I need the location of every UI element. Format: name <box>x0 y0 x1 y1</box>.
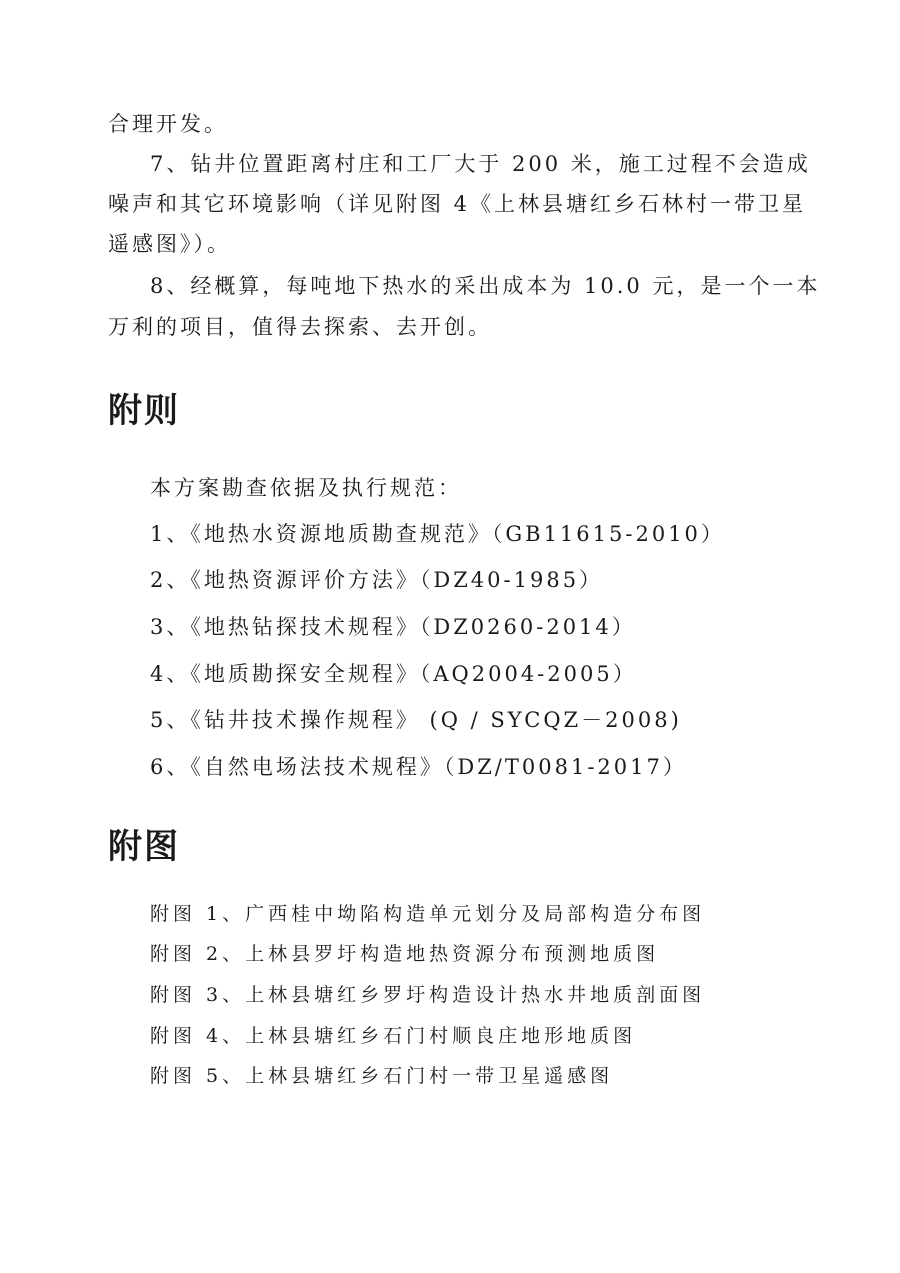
figure-item-3: 附图 3、上林县塘红乡罗圩构造设计热水井地质剖面图 <box>150 984 706 1006</box>
item-7-line-1: 7、钻井位置距离村庄和工厂大于 200 米，施工过程不会造成 <box>150 152 811 176</box>
figure-item-5: 附图 5、上林县塘红乡石门村一带卫星遥感图 <box>150 1065 614 1087</box>
section-heading-rules: 附则 <box>108 391 180 431</box>
item-8-line-1: 8、经概算，每吨地下热水的采出成本为 10.0 元，是一个一本 <box>150 274 821 298</box>
rules-item-4: 4、《地质勘探安全规程》（AQ2004-2005） <box>150 662 637 686</box>
figure-item-4: 附图 4、上林县塘红乡石门村顺良庄地形地质图 <box>150 1025 637 1047</box>
figure-item-2: 附图 2、上林县罗圩构造地热资源分布预测地质图 <box>150 943 660 965</box>
figure-item-1: 附图 1、广西桂中坳陷构造单元划分及局部构造分布图 <box>150 903 706 925</box>
section-heading-figures: 附图 <box>108 827 180 867</box>
paragraph-tail: 合理开发。 <box>108 112 228 136</box>
item-7-line-2: 噪声和其它环境影响（详见附图 4《上林县塘红乡石林村一带卫星 <box>108 192 807 216</box>
rules-intro: 本方案勘查依据及执行规范： <box>150 476 462 500</box>
item-7-line-3: 遥感图》）。 <box>108 232 231 256</box>
rules-item-6: 6、《自然电场法技术规程》（DZ/T0081-2017） <box>150 755 687 779</box>
rules-item-5: 5、《钻井技术操作规程》 (Q / SYCQZ－2008) <box>150 708 682 732</box>
rules-item-3: 3、《地热钻探技术规程》（DZ0260-2014） <box>150 615 636 639</box>
rules-item-1: 1、《地热水资源地质勘查规范》（GB11615-2010） <box>150 522 725 546</box>
rules-item-2: 2、《地热资源评价方法》（DZ40-1985） <box>150 568 604 592</box>
item-8-line-2: 万利的项目，值得去探索、去开创。 <box>108 315 492 339</box>
